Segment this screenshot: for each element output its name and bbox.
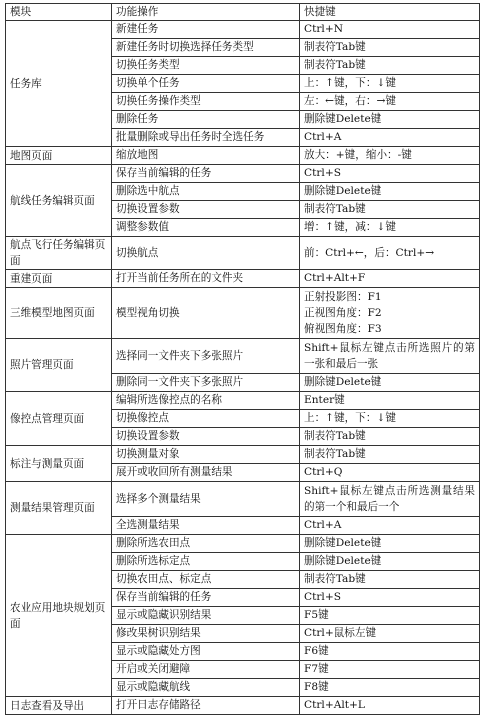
function-cell: 模型视角切换	[112, 288, 300, 339]
header-module: 模块	[6, 4, 112, 21]
function-cell: 开启或关闭避障	[112, 661, 300, 679]
shortcut-cell: 正射投影图：F1 正视图角度：F2 俯视图角度：F3	[300, 288, 480, 339]
function-cell: 切换测量对象	[112, 446, 300, 464]
function-cell: 显示或隐藏识别结果	[112, 607, 300, 625]
shortcut-cell: F8键	[300, 679, 480, 697]
shortcut-cell: F7键	[300, 661, 480, 679]
table-row	[6, 270, 480, 288]
table-row	[6, 147, 480, 165]
shortcut-cell: Shift+鼠标左键点击所选照片的第一张和最后一张	[300, 339, 480, 374]
function-cell: 修改果树识别结果	[112, 625, 300, 643]
shortcut-cell: 制表符Tab键	[300, 571, 480, 589]
function-cell: 显示或隐藏处方图	[112, 643, 300, 661]
table-body	[6, 21, 480, 715]
table-row	[6, 165, 480, 183]
function-cell: 新建任务	[112, 21, 300, 39]
table-row	[6, 482, 480, 517]
function-cell: 选择同一文件夹下多张照片	[112, 339, 300, 374]
function-cell: 切换设置参数	[112, 201, 300, 219]
function-cell: 切换航点	[112, 237, 300, 270]
module-cell: 像控点管理页面	[6, 392, 112, 446]
function-cell: 显示或隐藏航线	[112, 679, 300, 697]
shortcut-cell: Ctrl+S	[300, 589, 480, 607]
shortcut-cell: 删除键Delete键	[300, 374, 480, 392]
shortcut-cell: 删除键Delete键	[300, 535, 480, 553]
function-cell: 编辑所选像控点的名称	[112, 392, 300, 410]
function-cell: 展开或收回所有测量结果	[112, 464, 300, 482]
shortcut-cell: 删除键Delete键	[300, 553, 480, 571]
shortcut-cell: 删除键Delete键	[300, 183, 480, 201]
function-cell: 切换任务操作类型	[112, 93, 300, 111]
function-cell: 删除同一文件夹下多张照片	[112, 374, 300, 392]
function-cell: 批量删除或导出任务时全选任务	[112, 129, 300, 147]
shortcut-cell: 删除键Delete键	[300, 111, 480, 129]
shortcut-cell: 前：Ctrl+←，后：Ctrl+→	[300, 237, 480, 270]
function-cell: 删除所选农田点	[112, 535, 300, 553]
shortcut-cell: Ctrl+N	[300, 21, 480, 39]
header-function: 功能操作	[112, 4, 300, 21]
module-cell: 重建页面	[6, 270, 112, 288]
module-cell: 航点飞行任务编辑页面	[6, 237, 112, 270]
module-cell: 农业应用地块规划页面	[6, 535, 112, 697]
header-row	[6, 4, 480, 21]
shortcut-cell: Ctrl+A	[300, 129, 480, 147]
shortcut-cell: 制表符Tab键	[300, 446, 480, 464]
module-cell: 地图页面	[6, 147, 112, 165]
function-cell: 删除选中航点	[112, 183, 300, 201]
module-cell: 日志查看及导出	[6, 697, 112, 715]
function-cell: 切换像控点	[112, 410, 300, 428]
shortcut-cell: Enter键	[300, 392, 480, 410]
function-cell: 删除所选标定点	[112, 553, 300, 571]
shortcut-cell: Ctrl+Alt+F	[300, 270, 480, 288]
shortcut-cell: 左：←键，右：→键	[300, 93, 480, 111]
module-cell: 航线任务编辑页面	[6, 165, 112, 237]
shortcut-cell: 制表符Tab键	[300, 201, 480, 219]
shortcut-cell: Ctrl+S	[300, 165, 480, 183]
module-cell: 标注与测量页面	[6, 446, 112, 482]
table-row	[6, 392, 480, 410]
function-cell: 删除任务	[112, 111, 300, 129]
table-row	[6, 697, 480, 715]
function-cell: 切换任务类型	[112, 57, 300, 75]
table-row	[6, 21, 480, 39]
function-cell: 调整参数值	[112, 219, 300, 237]
function-cell: 切换设置参数	[112, 428, 300, 446]
shortcut-cell: 制表符Tab键	[300, 57, 480, 75]
shortcut-cell: Ctrl+鼠标左键	[300, 625, 480, 643]
function-cell: 缩放地图	[112, 147, 300, 165]
module-cell: 照片管理页面	[6, 339, 112, 392]
shortcut-cell: Shift+鼠标左键点击所选测量结果的第一个和最后一个	[300, 482, 480, 517]
function-cell: 打开日志存储路径	[112, 697, 300, 715]
shortcut-cell: 制表符Tab键	[300, 428, 480, 446]
shortcut-cell: Ctrl+Q	[300, 464, 480, 482]
module-cell: 测量结果管理页面	[6, 482, 112, 535]
table-row	[6, 339, 480, 374]
function-cell: 新建任务时切换选择任务类型	[112, 39, 300, 57]
shortcut-cell: Ctrl+A	[300, 517, 480, 535]
table-row	[6, 535, 480, 553]
header-shortcut: 快捷键	[300, 4, 480, 21]
function-cell: 切换单个任务	[112, 75, 300, 93]
shortcut-cell: 增：↑键，减：↓键	[300, 219, 480, 237]
shortcut-cell: Ctrl+Alt+L	[300, 697, 480, 715]
function-cell: 选择多个测量结果	[112, 482, 300, 517]
function-cell: 保存当前编辑的任务	[112, 589, 300, 607]
function-cell: 保存当前编辑的任务	[112, 165, 300, 183]
shortcut-cell: 放大：+键，缩小：-键	[300, 147, 480, 165]
shortcut-table	[5, 3, 480, 715]
function-cell: 打开当前任务所在的文件夹	[112, 270, 300, 288]
shortcut-cell: 上：↑键，下：↓键	[300, 75, 480, 93]
table-row	[6, 446, 480, 464]
shortcut-cell: F5键	[300, 607, 480, 625]
shortcut-cell: 上：↑键，下：↓键	[300, 410, 480, 428]
table-row	[6, 237, 480, 270]
function-cell: 切换农田点、标定点	[112, 571, 300, 589]
module-cell: 任务库	[6, 21, 112, 147]
module-cell: 三维模型地图页面	[6, 288, 112, 339]
function-cell: 全选测量结果	[112, 517, 300, 535]
table-row	[6, 288, 480, 339]
shortcut-cell: F6键	[300, 643, 480, 661]
shortcut-cell: 制表符Tab键	[300, 39, 480, 57]
